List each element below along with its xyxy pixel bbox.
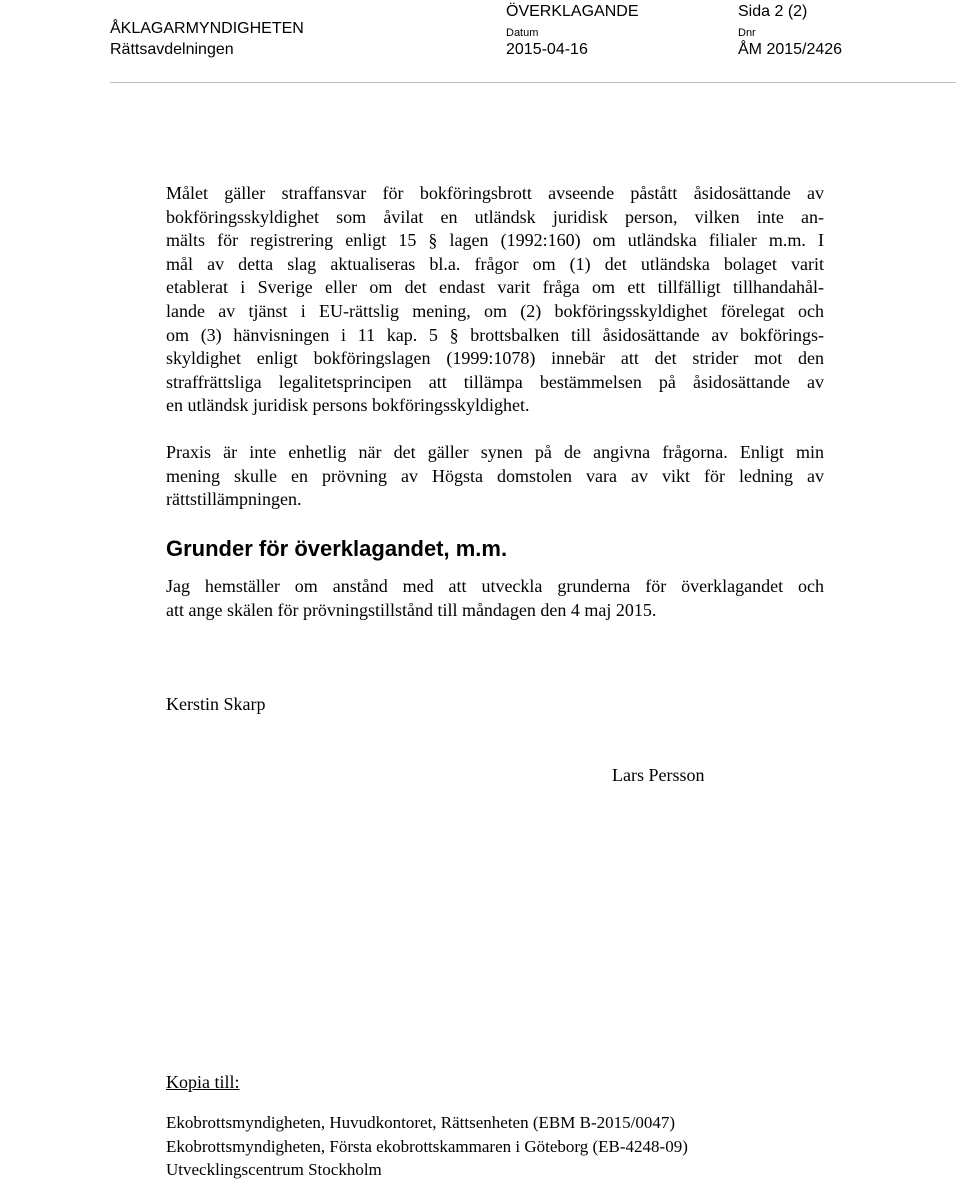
- list-item: Utvecklingscentrum Stockholm: [166, 1160, 382, 1179]
- text-line: att ange skälen för prövningstillstånd till måndagen den 4 maj 2015.: [166, 599, 657, 620]
- signature-first: Kerstin Skarp: [166, 694, 266, 714]
- copy-label: Kopia till:: [166, 1072, 240, 1092]
- text-line: lande av tjänst i EU-rättslig mening, om (2) bokföringsskyldighet förelegat och: [166, 300, 824, 321]
- text-line: Målet gäller straffansvar för bokföringsbrott avseende påstått åsidosättande av: [166, 183, 824, 203]
- department-name: Rättsavdelningen: [110, 41, 234, 58]
- text-line: mälts för registrering enligt 15 § lagen (1992:160) om utländska filialer m.m. I: [166, 230, 824, 251]
- organization-name: ÅKLAGARMYNDIGHETEN: [110, 20, 304, 37]
- dnr-label: Dnr: [738, 27, 756, 39]
- text-line: etablerat i Sverige eller om det endast varit fråga om ett tillfälligt tillhandahål-: [166, 277, 824, 298]
- dnr-number: ÅM 2015/2426: [738, 41, 843, 58]
- date-label: Datum: [506, 27, 539, 39]
- section-heading: Grunder för överklagandet, m.m.: [166, 536, 508, 561]
- text-line: Praxis är inte enhetlig när det gäller synen på de angivna frågorna. Enligt min: [166, 442, 824, 462]
- text-line: rättstillämpningen.: [166, 489, 302, 510]
- signature-second: Lars Persson: [612, 765, 705, 785]
- text-line: mening skulle en prövning av Högsta domstolen vara av vikt för ledning av: [166, 465, 824, 486]
- text-line: straffrättsliga legalitetsprincipen att tillämpa bestämmelsen på åsidosättande av: [166, 371, 824, 392]
- paragraph-praxis: [166, 441, 824, 512]
- text-line: en utländsk juridisk persons bokföringsskyldighet.: [166, 395, 530, 416]
- document-date: 2015-04-16: [506, 41, 588, 58]
- text-line: bokföringsskyldighet som åvilat en utländsk juridisk person, vilken inte an-: [166, 206, 824, 227]
- list-item: Ekobrottsmyndigheten, Första ekobrottskammaren i Göteborg (EB-4248-09): [166, 1136, 688, 1156]
- text-line: om (3) hänvisningen i 11 kap. 5 § brottsbalken till åsidosättande av bokförings-: [166, 324, 824, 345]
- page-number: Sida 2 (2): [738, 3, 808, 20]
- document-header: [0, 0, 960, 84]
- text-line: skyldighet enligt bokföringslagen (1999:1078) innebär att det strider mot den: [166, 348, 824, 369]
- list-item: Ekobrottsmyndigheten, Huvudkontoret, Rättsenheten (EBM B-2015/0047): [166, 1113, 675, 1132]
- text-line: mål av detta slag aktualiseras bl.a. frågor om (1) det utländska bolaget varit: [166, 253, 824, 274]
- document-type: ÖVERKLAGANDE: [506, 3, 639, 20]
- paragraph-case-description: [166, 182, 824, 418]
- text-line: Jag hemställer om anstånd med att utveckla grunderna för överklagandet och: [166, 576, 824, 596]
- paragraph-grounds: [166, 575, 824, 622]
- copy-recipient-list: [166, 1111, 688, 1182]
- header-divider: [110, 82, 956, 83]
